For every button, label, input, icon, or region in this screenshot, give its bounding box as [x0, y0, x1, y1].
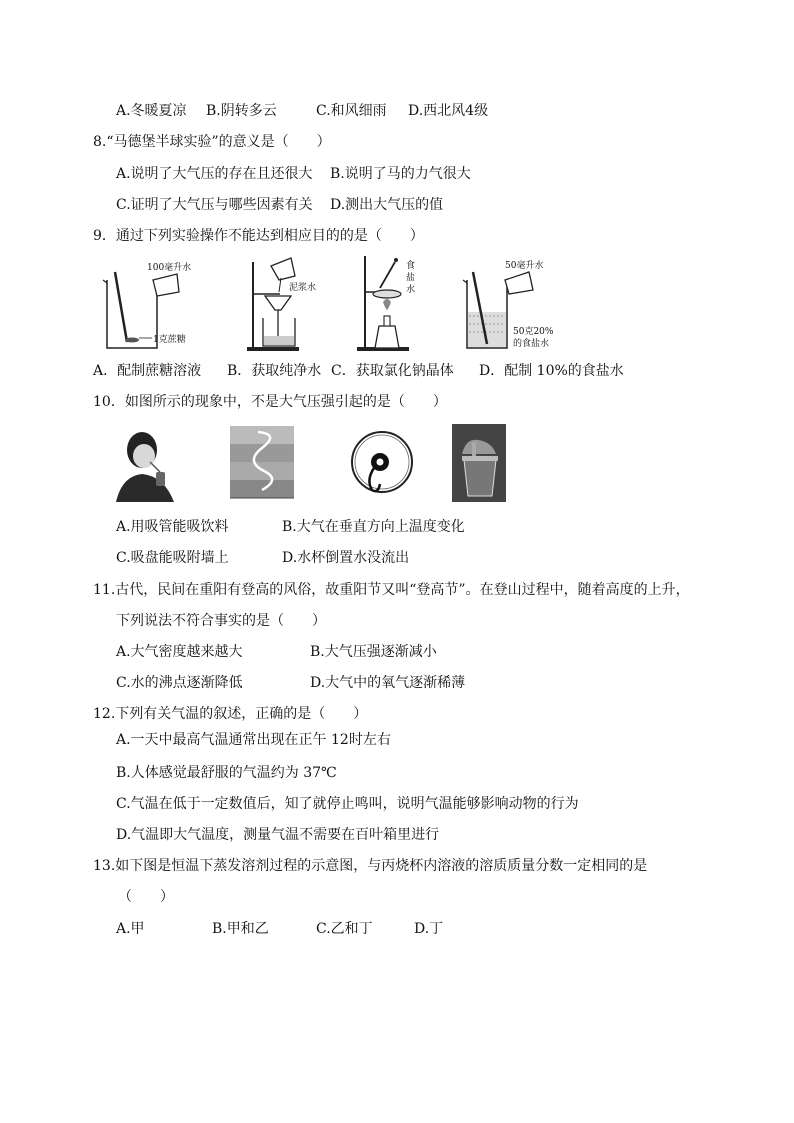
q7-option-d: D.西北风4级: [408, 103, 489, 119]
q8-option-d: D.测出大气压的值: [330, 197, 444, 213]
q13-option-a: A.甲: [116, 921, 145, 937]
q13-option-d: D.丁: [414, 921, 444, 937]
q7-option-a: A.冬暖夏凉: [116, 103, 187, 119]
q10-option-b: B.大气在垂直方向上温度变化: [282, 519, 465, 535]
q10-figures: [112, 424, 512, 504]
q9-option-d: D．配制 10%的食盐水: [479, 363, 624, 379]
q12-option-b: B.人体感觉最舒服的气温约为 37℃: [116, 765, 337, 781]
q8-option-a: A.说明了大气压的存在且还很大: [116, 166, 313, 182]
q7-option-b: B.阴转多云: [206, 103, 277, 119]
q7-option-c: C.和风细雨: [316, 103, 387, 119]
q13-option-c: C.乙和丁: [316, 921, 373, 937]
q10-photo-straw: [112, 424, 178, 502]
q9-option-c: C．获取氯化钠晶体: [331, 363, 454, 379]
q11-option-b: B.大气压强逐渐减小: [310, 644, 437, 660]
q11-option-c: C.水的沸点逐渐降低: [116, 675, 243, 691]
q9-label-b-side: 泥浆水: [289, 283, 317, 293]
q12-option-a: A.一天中最高气温通常出现在正午 12时左右: [116, 732, 391, 748]
q13-stem: 13.如下图是恒温下蒸发溶剂过程的示意图，与丙烧杯内溶液的溶质质量分数一定相同的是: [93, 858, 648, 874]
q13-stem-cont: （ ）: [118, 889, 174, 905]
q13-option-b: B.甲和乙: [212, 921, 269, 937]
q12-option-c: C.气温在低于一定数值后，知了就停止鸣叫，说明气温能够影响动物的行为: [116, 796, 579, 812]
q9-option-b: B．获取纯净水: [227, 363, 322, 379]
q11-stem-cont: 下列说法不符合事实的是（ ）: [116, 613, 326, 629]
q8-stem: 8.“马德堡半球实验”的意义是（ ）: [93, 134, 331, 150]
q9-label-c-2: 盐: [406, 273, 416, 283]
q11-option-a: A.大气密度越来越大: [116, 644, 243, 660]
q9-fig-a: [103, 261, 191, 348]
q10-option-a: A.用吸管能吸饮料: [116, 519, 229, 535]
q10-photo-inverted-cup: [452, 424, 506, 502]
q8-option-b: B.说明了马的力气很大: [330, 166, 471, 182]
q9-stem: 9．通过下列实验操作不能达到相应目的的是（ ）: [93, 228, 424, 244]
q9-label-d-top: 50毫升水: [505, 261, 544, 271]
q11-option-d: D.大气中的氧气逐渐稀薄: [310, 675, 466, 691]
q9-experiment-figures: [95, 252, 565, 354]
q8-option-c: C.证明了大气压与哪些因素有关: [116, 197, 313, 213]
q9-label-c-3: 水: [406, 285, 416, 295]
q9-fig-c: [357, 256, 415, 351]
q9-label-d-b2: 的食盐水: [513, 339, 550, 349]
q9-fig-b: [247, 258, 316, 351]
q10-photo-suction-cup: [352, 432, 412, 492]
q9-label-d-b1: 50克20%: [513, 327, 554, 337]
q9-fig-d: [463, 259, 554, 349]
q10-option-c: C.吸盘能吸附墙上: [116, 550, 229, 566]
q10-photo-atmosphere: [230, 426, 294, 498]
q11-stem: 11.古代，民间在重阳有登高的风俗，故重阳节又叫“登高节”。在登山过程中，随着高度的上升，: [93, 582, 690, 598]
q9-option-a: A．配制蔗糖溶液: [93, 363, 202, 379]
q9-label-c-1: 食: [406, 261, 416, 271]
q12-option-d: D.气温即大气温度，测量气温不需要在百叶箱里进行: [116, 827, 440, 843]
q10-stem: 10．如图所示的现象中，不是大气压强引起的是（ ）: [93, 394, 447, 410]
q10-option-d: D.水杯倒置水没流出: [282, 550, 410, 566]
q12-stem: 12.下列有关气温的叙述，正确的是（ ）: [93, 706, 368, 722]
q9-label-a-bottom: 1克蔗糖: [153, 335, 186, 345]
q9-label-a-top: 100毫升水: [147, 263, 192, 273]
